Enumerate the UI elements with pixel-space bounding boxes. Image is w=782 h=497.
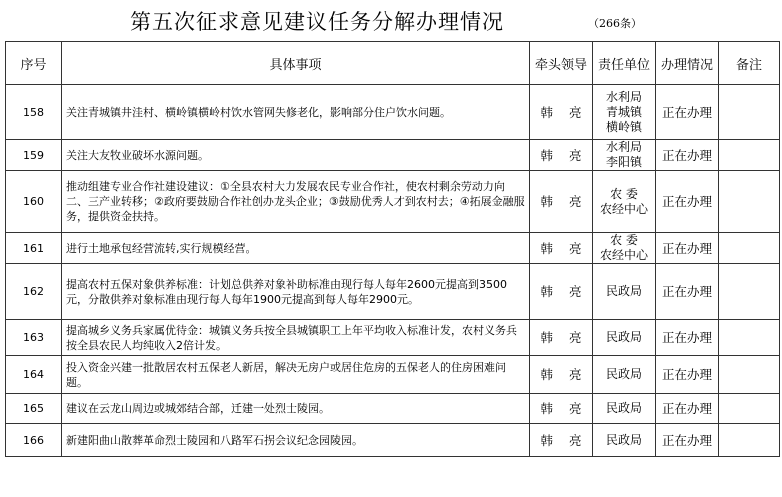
page-title: 第五次征求意见建议任务分解办理情况 (130, 10, 504, 34)
row-note (719, 424, 780, 457)
header-lead: 牵头领导 (530, 42, 593, 85)
row-note (719, 264, 780, 320)
row-item: 新建阳曲山散葬革命烈士陵园和八路军石拐会议纪念园陵园。 (62, 424, 530, 457)
table-row (6, 233, 780, 264)
row-note (719, 85, 780, 140)
row-unit: 民政局 (593, 394, 656, 424)
table-row (6, 356, 780, 394)
row-status: 正在办理 (656, 264, 719, 320)
row-number: 164 (6, 356, 62, 394)
row-lead: 韩 亮 (530, 424, 593, 457)
table-row (6, 171, 780, 233)
row-status: 正在办理 (656, 356, 719, 394)
row-lead: 韩 亮 (530, 233, 593, 264)
row-unit: 水利局 青城镇 横岭镇 (593, 85, 656, 140)
header-status: 办理情况 (656, 42, 719, 85)
row-unit: 民政局 (593, 356, 656, 394)
row-status: 正在办理 (656, 171, 719, 233)
header-num: 序号 (6, 42, 62, 85)
row-item: 推动组建专业合作社建设建议：①全县农村大力发展农民专业合作社，使农村剩余劳动力向二、三产业转移；②政府要鼓励合作社创办龙头企业；③鼓励优秀人才到农村去；④拓展金融服务，提供资金扶持。 (62, 171, 530, 233)
row-unit: 农 委 农经中心 (593, 233, 656, 264)
table-row (6, 264, 780, 320)
row-number: 162 (6, 264, 62, 320)
row-number: 166 (6, 424, 62, 457)
row-lead: 韩 亮 (530, 85, 593, 140)
table-header-row (6, 42, 780, 85)
table-row (6, 394, 780, 424)
row-status: 正在办理 (656, 320, 719, 356)
page-header (0, 0, 782, 40)
row-item: 投入资金兴建一批散居农村五保老人新居，解决无房户或居住危房的五保老人的住房困难问题。 (62, 356, 530, 394)
task-table (5, 41, 780, 457)
row-item: 提高城乡义务兵家属优待金：城镇义务兵按全县城镇职工上年平均收入标准计发，农村义务兵按全县农民人均纯收入2倍计发。 (62, 320, 530, 356)
row-lead: 韩 亮 (530, 264, 593, 320)
row-number: 159 (6, 140, 62, 171)
header-note: 备注 (719, 42, 780, 85)
table-row (6, 424, 780, 457)
row-lead: 韩 亮 (530, 394, 593, 424)
row-note (719, 171, 780, 233)
row-number: 161 (6, 233, 62, 264)
row-lead: 韩 亮 (530, 140, 593, 171)
row-status: 正在办理 (656, 140, 719, 171)
row-item: 关注青城镇井洼村、横岭镇横岭村饮水管网失修老化，影响部分住户饮水问题。 (62, 85, 530, 140)
row-lead: 韩 亮 (530, 171, 593, 233)
row-status: 正在办理 (656, 85, 719, 140)
row-note (719, 320, 780, 356)
row-unit: 农 委 农经中心 (593, 171, 656, 233)
row-unit: 民政局 (593, 424, 656, 457)
row-lead: 韩 亮 (530, 356, 593, 394)
table-row (6, 320, 780, 356)
table-row (6, 140, 780, 171)
row-item: 建议在云龙山周边或城郊结合部，迁建一处烈士陵园。 (62, 394, 530, 424)
row-note (719, 233, 780, 264)
row-lead: 韩 亮 (530, 320, 593, 356)
row-unit: 民政局 (593, 320, 656, 356)
row-note (719, 356, 780, 394)
item-count: （266条） (588, 17, 642, 30)
row-status: 正在办理 (656, 233, 719, 264)
row-number: 160 (6, 171, 62, 233)
row-unit: 水利局 李阳镇 (593, 140, 656, 171)
row-note (719, 394, 780, 424)
row-status: 正在办理 (656, 424, 719, 457)
row-number: 163 (6, 320, 62, 356)
row-note (719, 140, 780, 171)
table-row (6, 85, 780, 140)
row-item: 关注大友牧业破坏水源问题。 (62, 140, 530, 171)
row-number: 165 (6, 394, 62, 424)
row-item: 进行土地承包经营流转,实行规模经营。 (62, 233, 530, 264)
row-unit: 民政局 (593, 264, 656, 320)
row-number: 158 (6, 85, 62, 140)
header-item: 具体事项 (62, 42, 530, 85)
header-unit: 责任单位 (593, 42, 656, 85)
row-status: 正在办理 (656, 394, 719, 424)
row-item: 提高农村五保对象供养标准：计划总供养对象补助标准由现行每人每年2600元提高到3500元，分散供养对象标准由现行每人每年1900元提高到每人每年2900元。 (62, 264, 530, 320)
